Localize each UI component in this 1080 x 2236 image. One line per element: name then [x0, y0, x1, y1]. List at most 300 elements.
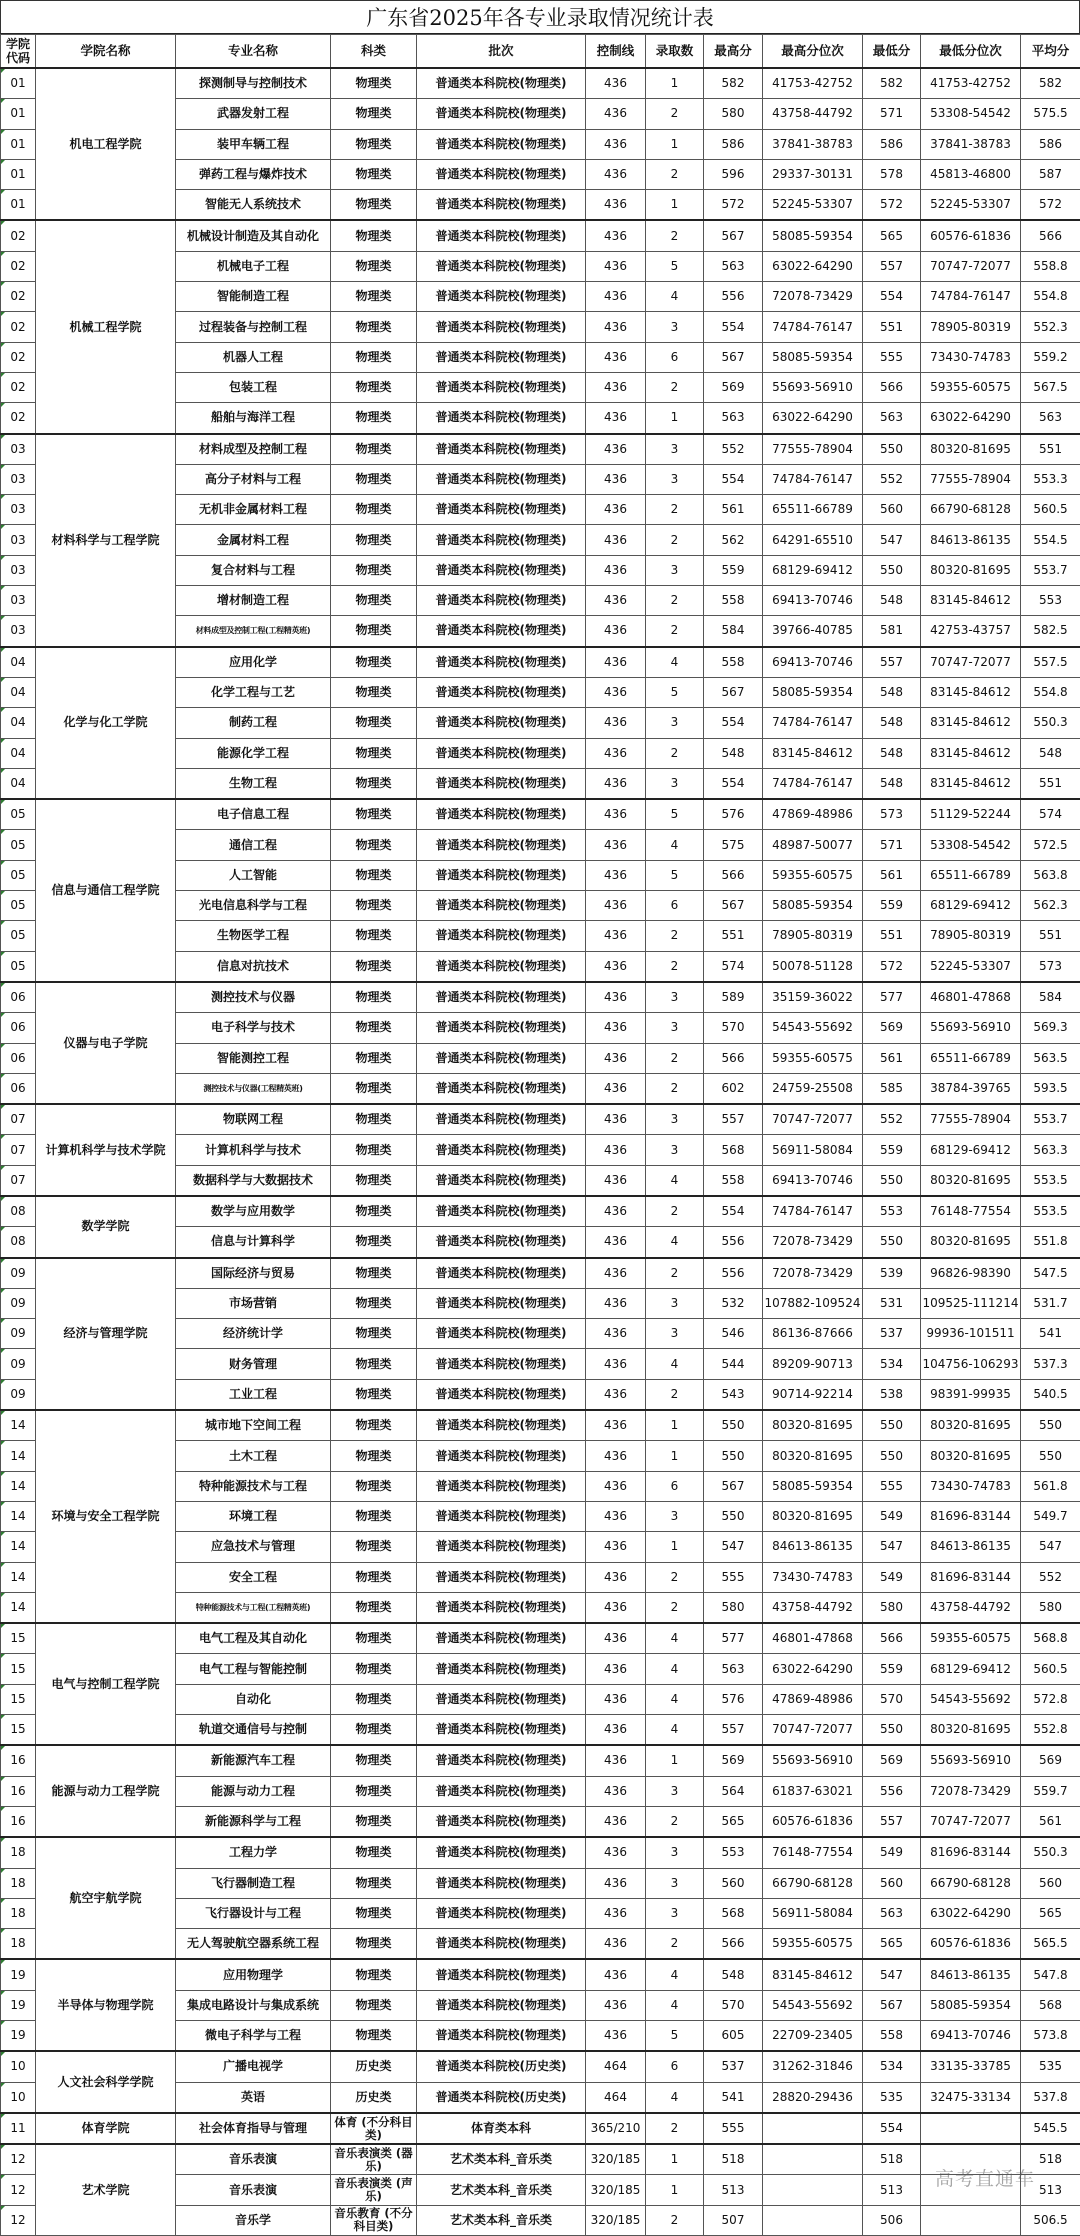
- table-row: [1, 982, 1080, 1013]
- cell-code: 18: [1, 1868, 36, 1898]
- cell-min-rank: 38784-39765: [921, 1073, 1021, 1104]
- cell-max-score: 575: [704, 830, 763, 860]
- cell-min-score: 559: [863, 1135, 921, 1165]
- cell-min-score: 569: [863, 1745, 921, 1776]
- cell-min-rank: [921, 2205, 1021, 2235]
- cell-max-rank: 22709-23405: [763, 2021, 863, 2052]
- cell-max-rank: 78905-80319: [763, 921, 863, 951]
- cell-major: 应用化学: [176, 647, 331, 678]
- cell-category: 物理类: [331, 1258, 417, 1289]
- cell-category: 物理类: [331, 708, 417, 738]
- header-category: 科类: [331, 35, 417, 69]
- cell-control-line: 436: [586, 647, 646, 678]
- cell-batch: 普通类本科院校(物理类): [417, 99, 586, 129]
- cell-avg-score: 559.2: [1021, 342, 1080, 372]
- cell-max-score: 567: [704, 1471, 763, 1501]
- cell-max-rank: 59355-60575: [763, 1929, 863, 1960]
- cell-admitted: 4: [646, 1990, 704, 2020]
- cell-control-line: 436: [586, 677, 646, 707]
- cell-major: 电子科学与技术: [176, 1013, 331, 1043]
- cell-category: 物理类: [331, 1868, 417, 1898]
- cell-control-line: 436: [586, 68, 646, 99]
- cell-min-rank: 81696-83144: [921, 1501, 1021, 1531]
- cell-avg-score: 584: [1021, 982, 1080, 1013]
- cell-control-line: 436: [586, 1258, 646, 1289]
- cell-min-rank: 68129-69412: [921, 1654, 1021, 1684]
- cell-avg-score: 554.5: [1021, 525, 1080, 555]
- table-row: [1, 1623, 1080, 1654]
- cell-batch: 普通类本科院校(物理类): [417, 891, 586, 921]
- cell-code: 06: [1, 1073, 36, 1104]
- table-row: [1, 220, 1080, 251]
- cell-max-rank: 58085-59354: [763, 1471, 863, 1501]
- cell-min-score: 582: [863, 68, 921, 99]
- cell-min-rank: 70747-72077: [921, 1806, 1021, 1837]
- cell-avg-score: 572: [1021, 190, 1080, 221]
- cell-batch: 普通类本科院校(物理类): [417, 190, 586, 221]
- cell-max-rank: 52245-53307: [763, 190, 863, 221]
- cell-code: 07: [1, 1104, 36, 1135]
- cell-admitted: 3: [646, 1837, 704, 1868]
- cell-code: 05: [1, 830, 36, 860]
- cell-admitted: 2: [646, 616, 704, 647]
- cell-code: 01: [1, 129, 36, 159]
- cell-batch: 普通类本科院校(物理类): [417, 220, 586, 251]
- cell-control-line: 436: [586, 159, 646, 189]
- cell-control-line: 436: [586, 342, 646, 372]
- cell-code: 04: [1, 708, 36, 738]
- cell-min-rank: 60576-61836: [921, 1929, 1021, 1960]
- cell-min-score: 550: [863, 1715, 921, 1746]
- cell-avg-score: 563.3: [1021, 1135, 1080, 1165]
- cell-max-rank: 80320-81695: [763, 1501, 863, 1531]
- cell-max-rank: 37841-38783: [763, 129, 863, 159]
- cell-admitted: 3: [646, 464, 704, 494]
- cell-max-rank: 84613-86135: [763, 1532, 863, 1562]
- cell-max-score: 550: [704, 1501, 763, 1531]
- cell-avg-score: 518: [1021, 2144, 1080, 2175]
- cell-major: 无机非金属材料工程: [176, 495, 331, 525]
- cell-avg-score: 537.3: [1021, 1349, 1080, 1379]
- cell-min-score: 560: [863, 1868, 921, 1898]
- cell-max-score: 564: [704, 1776, 763, 1806]
- cell-min-rank: 84613-86135: [921, 525, 1021, 555]
- cell-code: 02: [1, 372, 36, 402]
- cell-major: 工程力学: [176, 1837, 331, 1868]
- cell-min-score: 554: [863, 282, 921, 312]
- cell-category: 物理类: [331, 1073, 417, 1104]
- cell-min-score: 547: [863, 525, 921, 555]
- cell-min-score: 506: [863, 2205, 921, 2235]
- cell-category: 音乐表演类 (声乐): [331, 2175, 417, 2205]
- cell-max-score: 544: [704, 1349, 763, 1379]
- cell-code: 08: [1, 1196, 36, 1227]
- cell-avg-score: 563: [1021, 403, 1080, 434]
- header-batch: 批次: [417, 35, 586, 69]
- header-min-rank: 最低分位次: [921, 35, 1021, 69]
- cell-batch: 普通类本科院校(物理类): [417, 2021, 586, 2052]
- cell-min-rank: 66790-68128: [921, 495, 1021, 525]
- cell-max-rank: 70747-72077: [763, 1715, 863, 1746]
- cell-max-score: 586: [704, 129, 763, 159]
- cell-category: 物理类: [331, 1532, 417, 1562]
- cell-batch: 普通类本科院校(物理类): [417, 1043, 586, 1073]
- cell-min-score: 570: [863, 1684, 921, 1714]
- cell-max-score: 596: [704, 159, 763, 189]
- cell-min-score: 556: [863, 1776, 921, 1806]
- cell-control-line: 436: [586, 1532, 646, 1562]
- cell-major: 集成电路设计与集成系统: [176, 1990, 331, 2020]
- cell-major: 英语: [176, 2082, 331, 2113]
- table-row: [1, 2113, 1080, 2144]
- cell-major: 音乐表演: [176, 2175, 331, 2205]
- cell-admitted: 2: [646, 525, 704, 555]
- cell-min-score: 539: [863, 1258, 921, 1289]
- cell-control-line: 436: [586, 830, 646, 860]
- cell-max-score: 551: [704, 921, 763, 951]
- cell-batch: 普通类本科院校(物理类): [417, 799, 586, 830]
- cell-major: 微电子科学与工程: [176, 2021, 331, 2052]
- cell-control-line: 436: [586, 555, 646, 585]
- table-row: [1, 434, 1080, 465]
- cell-admitted: 3: [646, 768, 704, 799]
- cell-batch: 普通类本科院校(物理类): [417, 1592, 586, 1623]
- cell-min-rank: 77555-78904: [921, 464, 1021, 494]
- cell-max-score: 554: [704, 708, 763, 738]
- cell-admitted: 3: [646, 1104, 704, 1135]
- cell-avg-score: 586: [1021, 129, 1080, 159]
- cell-admitted: 2: [646, 586, 704, 616]
- cell-category: 物理类: [331, 68, 417, 99]
- cell-major: 人工智能: [176, 860, 331, 890]
- cell-code: 03: [1, 464, 36, 494]
- cell-category: 物理类: [331, 555, 417, 585]
- cell-avg-score: 551: [1021, 434, 1080, 465]
- cell-min-score: 561: [863, 1043, 921, 1073]
- cell-category: 物理类: [331, 159, 417, 189]
- cell-max-score: 568: [704, 1135, 763, 1165]
- cell-max-score: 605: [704, 2021, 763, 2052]
- cell-category: 物理类: [331, 1959, 417, 1990]
- cell-admitted: 5: [646, 677, 704, 707]
- cell-control-line: 436: [586, 1990, 646, 2020]
- cell-category: 物理类: [331, 982, 417, 1013]
- cell-control-line: 365/210: [586, 2113, 646, 2144]
- cell-max-rank: 68129-69412: [763, 555, 863, 585]
- cell-control-line: 436: [586, 1806, 646, 1837]
- cell-category: 物理类: [331, 1288, 417, 1318]
- cell-min-rank: 73430-74783: [921, 342, 1021, 372]
- cell-category: 物理类: [331, 830, 417, 860]
- cell-avg-score: 540.5: [1021, 1379, 1080, 1410]
- cell-max-rank: 69413-70746: [763, 586, 863, 616]
- cell-max-score: 580: [704, 1592, 763, 1623]
- cell-category: 物理类: [331, 1745, 417, 1776]
- cell-avg-score: 563.5: [1021, 1043, 1080, 1073]
- cell-category: 物理类: [331, 1929, 417, 1960]
- cell-batch: 普通类本科院校(物理类): [417, 1898, 586, 1928]
- cell-code: 16: [1, 1806, 36, 1837]
- cell-max-rank: 39766-40785: [763, 616, 863, 647]
- cell-avg-score: 553.3: [1021, 464, 1080, 494]
- cell-control-line: 436: [586, 220, 646, 251]
- cell-max-rank: 80320-81695: [763, 1410, 863, 1441]
- cell-min-rank: 66790-68128: [921, 1868, 1021, 1898]
- cell-code: 07: [1, 1135, 36, 1165]
- cell-control-line: 436: [586, 1073, 646, 1104]
- cell-min-rank: 42753-43757: [921, 616, 1021, 647]
- cell-admitted: 4: [646, 1227, 704, 1258]
- cell-batch: 普通类本科院校(物理类): [417, 1806, 586, 1837]
- cell-min-rank: 84613-86135: [921, 1959, 1021, 1990]
- cell-major: 弹药工程与爆炸技术: [176, 159, 331, 189]
- cell-major: 特种能源技术与工程: [176, 1471, 331, 1501]
- cell-max-rank: 74784-76147: [763, 312, 863, 342]
- cell-code: 14: [1, 1562, 36, 1592]
- cell-max-rank: 54543-55692: [763, 1990, 863, 2020]
- cell-max-score: 569: [704, 372, 763, 402]
- cell-category: 物理类: [331, 525, 417, 555]
- cell-min-score: 513: [863, 2175, 921, 2205]
- cell-admitted: 4: [646, 830, 704, 860]
- cell-control-line: 436: [586, 1654, 646, 1684]
- cell-category: 物理类: [331, 677, 417, 707]
- cell-admitted: 3: [646, 708, 704, 738]
- cell-code: 03: [1, 525, 36, 555]
- cell-code: 02: [1, 251, 36, 281]
- cell-control-line: 436: [586, 251, 646, 281]
- cell-max-score: 589: [704, 982, 763, 1013]
- cell-major: 装甲车辆工程: [176, 129, 331, 159]
- cell-major: 增材制造工程: [176, 586, 331, 616]
- cell-max-score: 559: [704, 555, 763, 585]
- cell-min-rank: 41753-42752: [921, 68, 1021, 99]
- cell-category: 物理类: [331, 1319, 417, 1349]
- cell-admitted: 2: [646, 1929, 704, 1960]
- cell-code: 14: [1, 1592, 36, 1623]
- cell-control-line: 436: [586, 1562, 646, 1592]
- cell-control-line: 436: [586, 495, 646, 525]
- cell-max-score: 557: [704, 1104, 763, 1135]
- cell-control-line: 436: [586, 1165, 646, 1196]
- cell-min-score: 552: [863, 464, 921, 494]
- cell-max-score: 567: [704, 342, 763, 372]
- cell-max-score: 507: [704, 2205, 763, 2235]
- cell-college-name: 环境与安全工程学院: [36, 1410, 176, 1623]
- cell-major: 高分子材料与工程: [176, 464, 331, 494]
- cell-max-rank: [763, 2113, 863, 2144]
- cell-major: 智能无人系统技术: [176, 190, 331, 221]
- cell-max-rank: 77555-78904: [763, 434, 863, 465]
- cell-max-score: 554: [704, 1196, 763, 1227]
- cell-code: 05: [1, 860, 36, 890]
- cell-major: 测控技术与仪器: [176, 982, 331, 1013]
- cell-category: 物理类: [331, 1990, 417, 2020]
- cell-max-rank: 76148-77554: [763, 1837, 863, 1868]
- cell-batch: 普通类本科院校(物理类): [417, 1990, 586, 2020]
- cell-max-rank: 61837-63021: [763, 1776, 863, 1806]
- cell-admitted: 4: [646, 1654, 704, 1684]
- cell-avg-score: 506.5: [1021, 2205, 1080, 2235]
- cell-batch: 普通类本科院校(物理类): [417, 616, 586, 647]
- cell-max-rank: 43758-44792: [763, 99, 863, 129]
- cell-control-line: 436: [586, 2021, 646, 2052]
- cell-max-rank: 59355-60575: [763, 1043, 863, 1073]
- cell-min-rank: 46801-47868: [921, 982, 1021, 1013]
- cell-batch: 普通类本科院校(物理类): [417, 1104, 586, 1135]
- cell-avg-score: 573: [1021, 951, 1080, 982]
- cell-category: 物理类: [331, 768, 417, 799]
- cell-max-rank: 74784-76147: [763, 1196, 863, 1227]
- cell-batch: 普通类本科院校(历史类): [417, 2051, 586, 2082]
- cell-max-score: 554: [704, 312, 763, 342]
- cell-category: 物理类: [331, 1562, 417, 1592]
- cell-admitted: 1: [646, 2175, 704, 2205]
- cell-max-rank: 83145-84612: [763, 738, 863, 768]
- cell-min-rank: [921, 2144, 1021, 2175]
- cell-major: 船舶与海洋工程: [176, 403, 331, 434]
- cell-major: 自动化: [176, 1684, 331, 1714]
- cell-control-line: 436: [586, 525, 646, 555]
- cell-max-rank: 55693-56910: [763, 1745, 863, 1776]
- cell-max-score: 554: [704, 464, 763, 494]
- cell-batch: 普通类本科院校(物理类): [417, 129, 586, 159]
- cell-code: 09: [1, 1258, 36, 1289]
- cell-category: 物理类: [331, 434, 417, 465]
- cell-batch: 普通类本科院校(物理类): [417, 1196, 586, 1227]
- cell-category: 物理类: [331, 1135, 417, 1165]
- cell-major: 土木工程: [176, 1441, 331, 1471]
- cell-min-rank: 55693-56910: [921, 1013, 1021, 1043]
- cell-max-score: 570: [704, 1990, 763, 2020]
- cell-college-name: 能源与动力工程学院: [36, 1745, 176, 1837]
- cell-min-rank: 81696-83144: [921, 1562, 1021, 1592]
- cell-max-score: 569: [704, 1745, 763, 1776]
- cell-major: 生物医学工程: [176, 921, 331, 951]
- cell-code: 01: [1, 190, 36, 221]
- cell-category: 物理类: [331, 251, 417, 281]
- cell-major: 新能源汽车工程: [176, 1745, 331, 1776]
- cell-avg-score: 545.5: [1021, 2113, 1080, 2144]
- cell-avg-score: 560: [1021, 1868, 1080, 1898]
- cell-min-rank: 83145-84612: [921, 677, 1021, 707]
- cell-max-rank: 56911-58084: [763, 1898, 863, 1928]
- cell-admitted: 6: [646, 1471, 704, 1501]
- cell-avg-score: 565.5: [1021, 1929, 1080, 1960]
- cell-control-line: 436: [586, 1959, 646, 1990]
- cell-major: 智能制造工程: [176, 282, 331, 312]
- cell-min-score: 581: [863, 616, 921, 647]
- cell-control-line: 436: [586, 586, 646, 616]
- cell-max-score: 556: [704, 1258, 763, 1289]
- cell-min-score: 552: [863, 1104, 921, 1135]
- cell-max-score: 572: [704, 190, 763, 221]
- table-row: [1, 1104, 1080, 1135]
- cell-min-score: 549: [863, 1837, 921, 1868]
- cell-min-rank: 32475-33134: [921, 2082, 1021, 2113]
- cell-min-rank: [921, 2113, 1021, 2144]
- cell-max-rank: 63022-64290: [763, 251, 863, 281]
- cell-min-score: 549: [863, 1562, 921, 1592]
- cell-max-score: 566: [704, 1929, 763, 1960]
- cell-code: 12: [1, 2175, 36, 2205]
- cell-batch: 普通类本科院校(物理类): [417, 1013, 586, 1043]
- cell-major: 金属材料工程: [176, 525, 331, 555]
- cell-control-line: 436: [586, 1288, 646, 1318]
- cell-min-score: 550: [863, 1227, 921, 1258]
- cell-avg-score: 561.8: [1021, 1471, 1080, 1501]
- cell-control-line: 436: [586, 99, 646, 129]
- cell-min-score: 560: [863, 495, 921, 525]
- cell-category: 物理类: [331, 799, 417, 830]
- cell-avg-score: 562.3: [1021, 891, 1080, 921]
- cell-batch: 普通类本科院校(物理类): [417, 1654, 586, 1684]
- cell-control-line: 436: [586, 982, 646, 1013]
- cell-max-score: 584: [704, 616, 763, 647]
- cell-min-rank: 80320-81695: [921, 1441, 1021, 1471]
- cell-min-rank: 63022-64290: [921, 403, 1021, 434]
- cell-control-line: 320/185: [586, 2144, 646, 2175]
- cell-major: 信息对抗技术: [176, 951, 331, 982]
- cell-batch: 普通类本科院校(物理类): [417, 403, 586, 434]
- cell-avg-score: 561: [1021, 1806, 1080, 1837]
- cell-max-rank: 89209-90713: [763, 1349, 863, 1379]
- cell-min-score: 550: [863, 434, 921, 465]
- cell-min-rank: 76148-77554: [921, 1196, 1021, 1227]
- cell-code: 05: [1, 891, 36, 921]
- cell-batch: 普通类本科院校(物理类): [417, 1715, 586, 1746]
- cell-admitted: 3: [646, 1319, 704, 1349]
- cell-major: 信息与计算科学: [176, 1227, 331, 1258]
- cell-code: 14: [1, 1501, 36, 1531]
- cell-admitted: 3: [646, 1135, 704, 1165]
- cell-major: 数学与应用数学: [176, 1196, 331, 1227]
- cell-category: 物理类: [331, 616, 417, 647]
- cell-max-rank: 63022-64290: [763, 1654, 863, 1684]
- cell-max-score: 567: [704, 891, 763, 921]
- cell-major: 环境工程: [176, 1501, 331, 1531]
- cell-code: 02: [1, 342, 36, 372]
- cell-control-line: 436: [586, 1929, 646, 1960]
- cell-min-rank: 63022-64290: [921, 1898, 1021, 1928]
- cell-category: 物理类: [331, 1898, 417, 1928]
- table-row: [1, 1410, 1080, 1441]
- cell-min-rank: 109525-111214: [921, 1288, 1021, 1318]
- cell-min-score: 566: [863, 1623, 921, 1654]
- cell-min-rank: 52245-53307: [921, 951, 1021, 982]
- cell-category: 历史类: [331, 2082, 417, 2113]
- cell-admitted: 2: [646, 921, 704, 951]
- cell-admitted: 5: [646, 251, 704, 281]
- cell-batch: 普通类本科院校(物理类): [417, 312, 586, 342]
- cell-category: 物理类: [331, 1104, 417, 1135]
- cell-code: 09: [1, 1319, 36, 1349]
- cell-category: 物理类: [331, 1654, 417, 1684]
- table-row: [1, 1745, 1080, 1776]
- cell-major: 经济统计学: [176, 1319, 331, 1349]
- cell-max-score: 568: [704, 1898, 763, 1928]
- cell-admitted: 2: [646, 1043, 704, 1073]
- cell-min-score: 578: [863, 159, 921, 189]
- cell-batch: 普通类本科院校(物理类): [417, 1258, 586, 1289]
- cell-code: 15: [1, 1715, 36, 1746]
- cell-avg-score: 572.5: [1021, 830, 1080, 860]
- cell-batch: 普通类本科院校(物理类): [417, 738, 586, 768]
- cell-category: 物理类: [331, 312, 417, 342]
- header-college: 学院名称: [36, 35, 176, 69]
- cell-max-rank: 35159-36022: [763, 982, 863, 1013]
- cell-control-line: 436: [586, 1104, 646, 1135]
